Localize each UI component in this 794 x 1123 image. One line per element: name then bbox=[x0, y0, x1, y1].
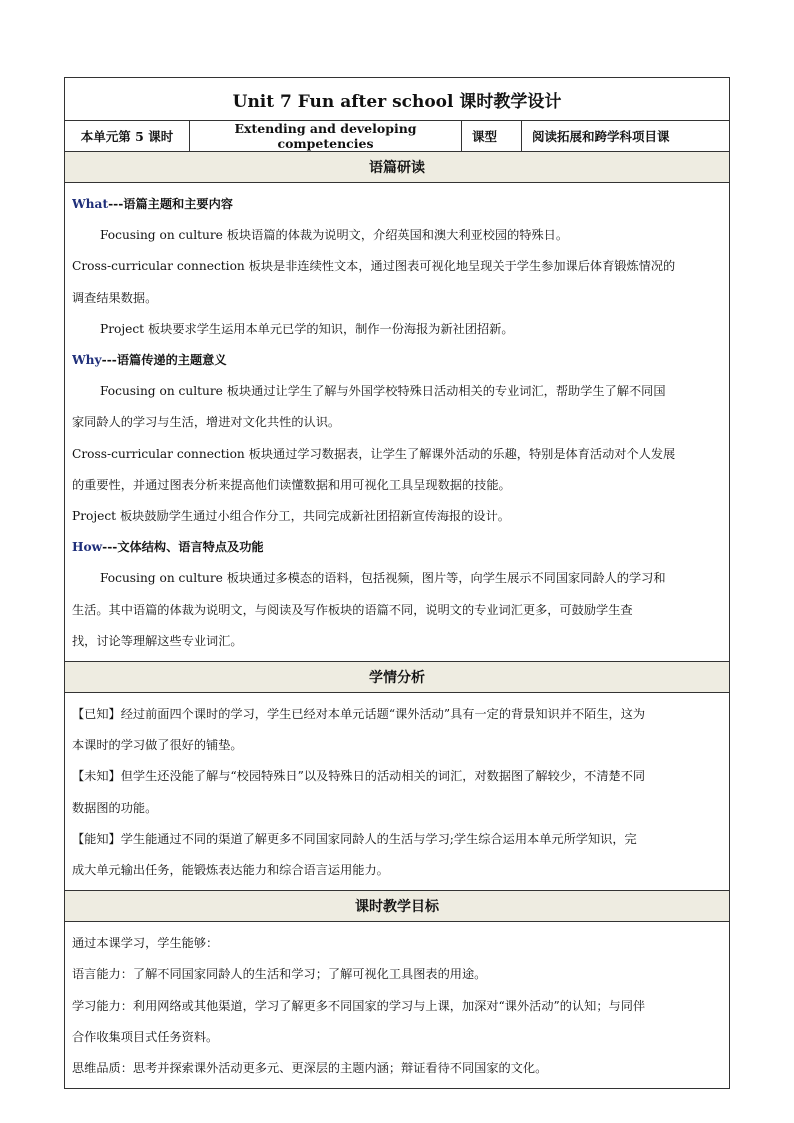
text-study-content bbox=[65, 183, 730, 662]
what-paragraph-2a: Cross-curricular connection 板块是非连续性文本，通过图表可视化地呈现关于学生参加课后体育锻炼情况的 bbox=[72, 259, 676, 274]
goals-row bbox=[65, 922, 730, 1089]
section-title-text-study: 语篇研读 bbox=[65, 152, 730, 183]
how-paragraph-1a: Focusing on culture 板块通过多模态的语料，包括视频，图片等，向学生展示不同国家同龄人的学习和 bbox=[100, 571, 666, 586]
how-heading: How---文体结构、语言特点及功能 bbox=[72, 540, 264, 555]
what-heading: What---语篇主题和主要内容 bbox=[72, 197, 233, 211]
why-paragraph-2a: Cross-curricular connection 板块通过学习数据表，让学生了解课外活动的乐趣，特别是体育活动对个人发展 bbox=[72, 446, 676, 461]
analysis-content bbox=[65, 693, 730, 891]
what-paragraph-1: Focusing on culture 板块语篇的体裁为说明文，介绍英国和澳大利亚校园的特殊日。 bbox=[100, 228, 569, 243]
section-header-row bbox=[65, 152, 730, 183]
goal-thinking: 思维品质：思考并探索课外活动更多元、更深层的主题内涵；辩证看待不同国家的文化。 bbox=[72, 1061, 548, 1076]
goal-learning-b: 合作收集项目式任务资料。 bbox=[72, 1029, 219, 1044]
able-line-a: 【能知】学生能通过不同的渠道了解更多不同国家同龄人的生活与学习;学生综合运用本单元所学知识，完 bbox=[72, 831, 637, 846]
analysis-row bbox=[65, 693, 730, 891]
why-paragraph-3: Project 板块鼓励学生通过小组合作分工，共同完成新社团招新宣传海报的设计。 bbox=[72, 509, 510, 524]
goal-learning-a: 学习能力：利用网络或其他渠道，学习了解更多不同国家的学习与上课，加深对“课外活动”的认知；与同伴 bbox=[72, 998, 646, 1013]
info-row bbox=[65, 121, 730, 152]
unknown-line-b: 数据图的功能。 bbox=[72, 800, 158, 815]
lesson-type-value: 阅读拓展和跨学科项目课 bbox=[522, 121, 730, 152]
section-title-analysis: 学情分析 bbox=[65, 662, 730, 693]
known-line-b: 本课时的学习做了很好的铺垫。 bbox=[72, 738, 243, 753]
known-line-a: 【已知】经过前面四个课时的学习，学生已经对本单元话题“课外活动”具有一定的背景知识并不陌生，这为 bbox=[72, 707, 646, 722]
why-paragraph-1b: 家同龄人的学习与生活，增进对文化共性的认识。 bbox=[72, 415, 341, 430]
section-title-goals: 课时教学目标 bbox=[65, 891, 730, 922]
lesson-topic: Extending and developing competencies bbox=[190, 121, 462, 152]
lesson-plan-document bbox=[64, 77, 729, 1089]
goal-language: 语言能力：了解不同国家同龄人的生活和学习；了解可视化工具图表的用途。 bbox=[72, 967, 487, 982]
why-heading: Why---语篇传递的主题意义 bbox=[72, 353, 227, 368]
why-paragraph-2b: 的重要性，并通过图表分析来提高他们读懂数据和用可视化工具呈现数据的技能。 bbox=[72, 477, 511, 492]
why-paragraph-1a: Focusing on culture 板块通过让学生了解与外国学校特殊日活动相关的专业词汇，帮助学生了解不同国 bbox=[100, 384, 666, 399]
what-paragraph-3: Project 板块要求学生运用本单元已学的知识，制作一份海报为新社团招新。 bbox=[100, 321, 514, 336]
lesson-plan-table bbox=[64, 77, 730, 1089]
section-header-row bbox=[65, 662, 730, 693]
lesson-type-label: 课型 bbox=[462, 121, 522, 152]
what-paragraph-2b: 调查结果数据。 bbox=[72, 290, 158, 305]
goals-content bbox=[65, 922, 730, 1089]
lesson-number: 本单元第 5 课时 bbox=[65, 121, 190, 152]
unknown-line-a: 【未知】但学生还没能了解与“校园特殊日”以及特殊日的活动相关的词汇，对数据图了解较少，不清楚不同 bbox=[72, 769, 646, 784]
how-paragraph-1b: 生活。其中语篇的体裁为说明文，与阅读及写作板块的语篇不同，说明文的专业词汇更多，可鼓励学生查 bbox=[72, 602, 633, 617]
able-line-b: 成大单元输出任务，能锻炼表达能力和综合语言运用能力。 bbox=[72, 863, 389, 878]
document-title: Unit 7 Fun after school 课时教学设计 bbox=[65, 78, 730, 121]
title-row bbox=[65, 78, 730, 121]
text-study-row bbox=[65, 183, 730, 662]
how-paragraph-1c: 找，讨论等理解这些专业词汇。 bbox=[72, 633, 243, 648]
section-header-row bbox=[65, 891, 730, 922]
goals-intro: 通过本课学习，学生能够： bbox=[72, 936, 219, 951]
